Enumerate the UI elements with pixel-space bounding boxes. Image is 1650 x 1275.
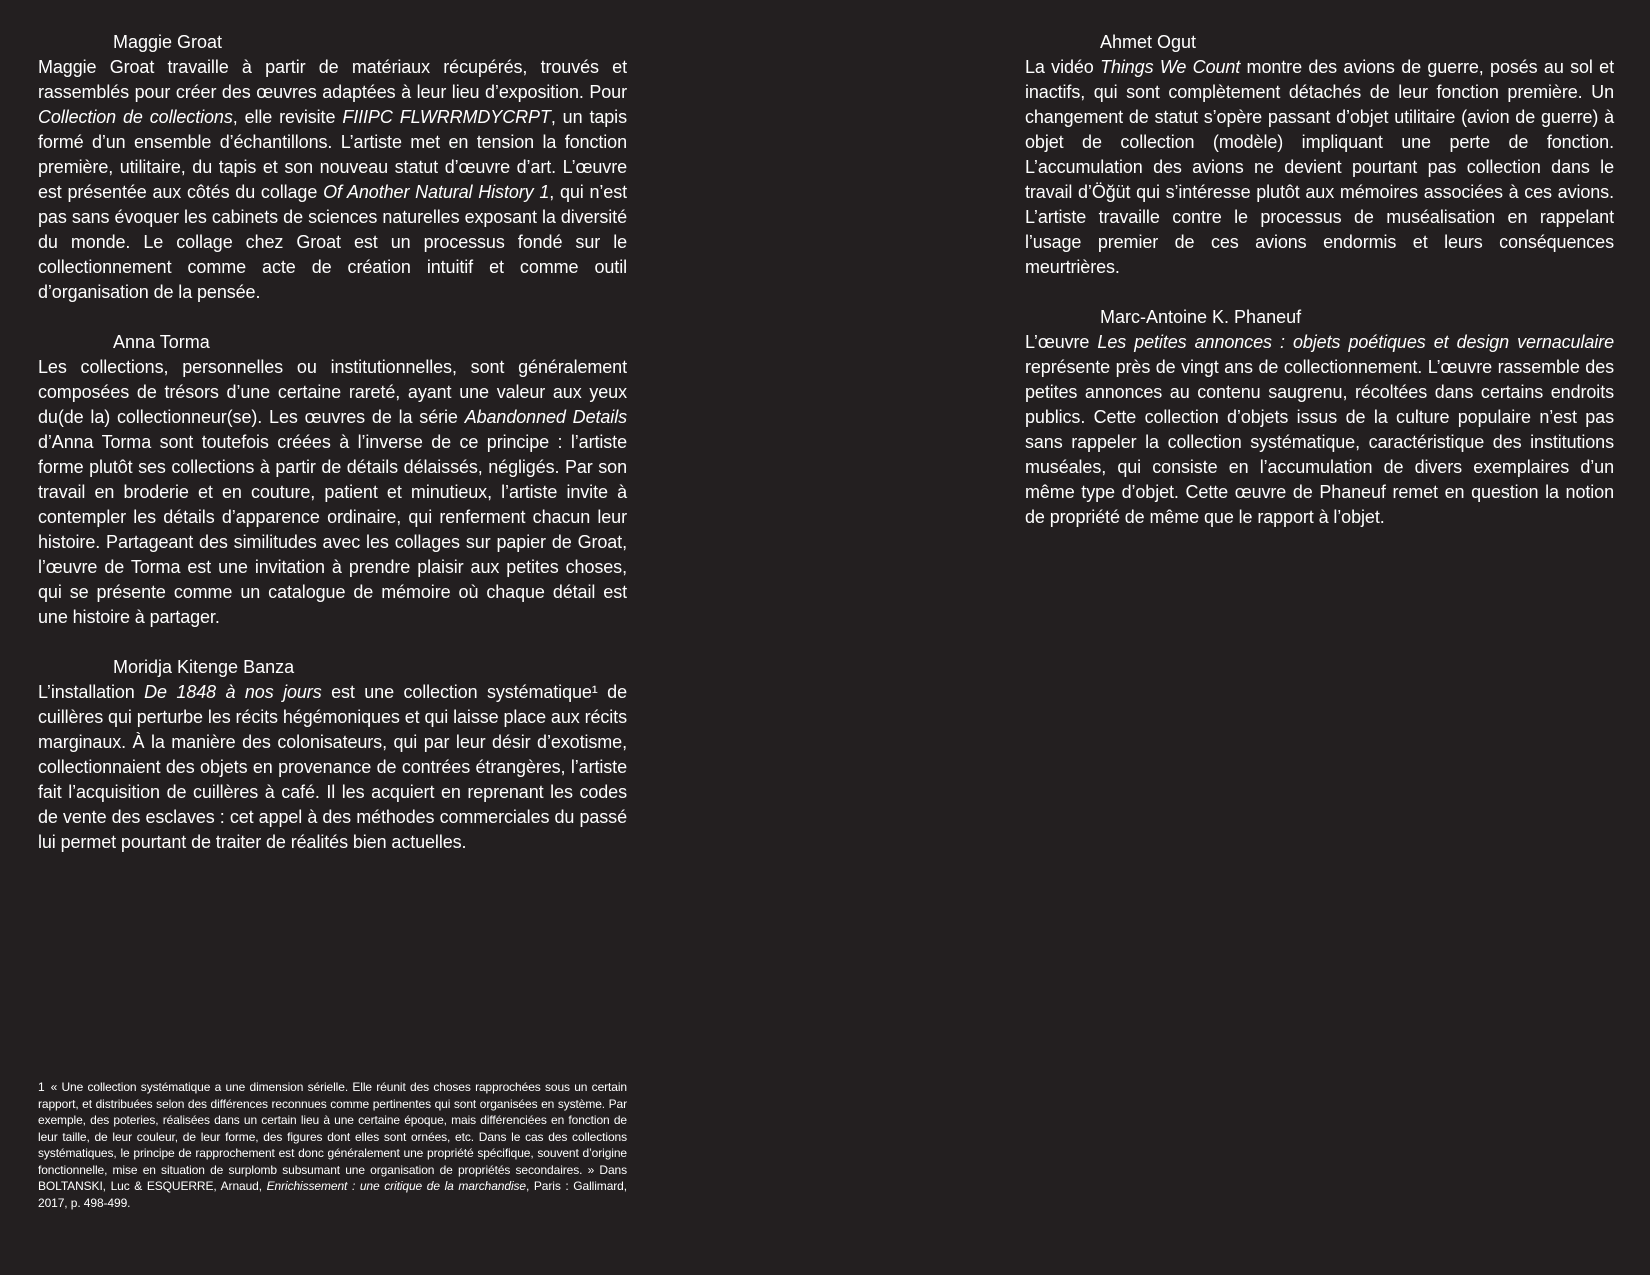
artwork-title: Les petites annonces : objets poétiques et design vernaculaire [1097, 332, 1614, 352]
entry-text [1025, 55, 1614, 280]
artwork-title: Collection de collections [38, 107, 233, 127]
entry-text [38, 680, 627, 855]
artwork-title: Abandonned Details [464, 407, 628, 427]
footnote [38, 1079, 627, 1211]
footnote-number: 1 [38, 1080, 45, 1094]
artwork-title: Of Another Natural History 1 [323, 182, 550, 202]
right-column [1025, 30, 1614, 555]
entry-text [1025, 330, 1614, 530]
artwork-title: Things We Count [1100, 57, 1241, 77]
text-segment: , qui n’est pas sans évoquer les cabinets de sciences naturelles exposant la diversité du monde. Le collage chez Groat est un processus fondé sur le collectionnement comme acte de création intuitif et comme outil d’organisation de la pensée. [38, 182, 627, 302]
entry-moridja-kitenge-banza [38, 655, 627, 855]
entry-text [38, 355, 627, 630]
text-segment: , un tapis formé d’un ensemble d’échantillons. L’artiste met en tension la fonction première, utilitaire, du tapis et son nouveau statut d’œuvre d’art. L’œuvre est présentée aux côtés du collage [38, 107, 627, 202]
text-segment: , elle revisite [232, 107, 343, 127]
footnote-text: , Paris : Gallimard, 2017, p. 498-499. [38, 1179, 627, 1210]
left-column [38, 30, 627, 880]
artist-name: Moridja Kitenge Banza [113, 657, 295, 677]
text-segment: d’Anna Torma sont toutefois créées à l’inverse de ce principe : l’artiste forme plutôt ses collections à partir de détails délaissés, négligés. Par son travail en broderie et en couture, patient et minutieux, l’artiste invite à contempler les détails d’apparence ordinaire, qui renferment chacun leur histoire. Partageant des similitudes avec les collages sur papier de Groat, l’œuvre de Torma est une invitation à prendre plaisir aux petites choses, qui se présente comme un catalogue de mémoire où chaque détail est une histoire à partager. [38, 432, 627, 627]
entry-marc-antoine-phaneuf [1025, 305, 1614, 530]
artist-name: Ahmet Ogut [1100, 32, 1197, 52]
entry-ahmet-ogut [1025, 30, 1614, 280]
entry-text [38, 55, 627, 305]
artwork-title: FIIIPC FLWRRMDYCRPT [342, 107, 551, 127]
entry-anna-torma [38, 330, 627, 630]
artist-name: Marc-Antoine K. Phaneuf [1100, 307, 1302, 327]
text-segment: Les collections, personnelles ou institutionnelles, sont généralement composées de trésors d’une certaine rareté, ayant une valeur aux yeux du(de la) collectionneur(se). Les œuvres de la série [38, 357, 627, 427]
text-segment: La vidéo [1025, 57, 1101, 77]
footnote-text: « Une collection systématique a une dimension sérielle. Elle réunit des choses rapprochées sous un certain rapport, et distribuées selon des différences reconnues comme pertinentes qui sont organisées en système. Par exemple, des poteries, réalisées dans un certain lieu à une certaine époque, mais différenciées en fonction de leur taille, de leur couleur, de leur forme, des figures dont elles sont ornées, etc. Dans le cas des collections systématiques, le principe de rapprochement est donc généralement une propriété spécifique, souvent d’origine fonctionnelle, mise en situation de surplomb subsumant une organisation de propriétés secondaires. » Dans BOLTANSKI, Luc & ESQUERRE, Arnaud, [38, 1080, 627, 1193]
entry-maggie-groat [38, 30, 627, 305]
text-segment: représente près de vingt ans de collectionnement. L’œuvre rassemble des petites annonces au contenu saugrenu, récoltées dans certains endroits publics. Cette collection d’objets issus de la culture populaire n’est pas sans rappeler la collection systématique, caractéristique des institutions muséales, qui consiste en l’accumulation de divers exemplaires d’un même type d’objet. Cette œuvre de Phaneuf remet en question la notion de propriété de même que le rapport à l’objet. [1025, 357, 1614, 527]
text-segment: montre des avions de guerre, posés au sol et inactifs, qui sont complètement détachés de leur fonction première. Un changement de statut s’opère passant d’objet utilitaire (avion de guerre) à objet de collection (modèle) impliquant une perte de fonction. L’accumulation des avions ne devient pourtant pas collection dans le travail d’Öğüt qui s’intéresse plutôt aux mémoires associées à ces avions. L’artiste travaille contre le processus de muséalisation en rappelant l’usage premier de ces avions endormis et leurs conséquences meurtrières. [1025, 57, 1614, 277]
text-segment: L’œuvre [1025, 332, 1098, 352]
artist-name: Maggie Groat [113, 32, 223, 52]
text-segment: Maggie Groat travaille à partir de matériaux récupérés, trouvés et rassemblés pour créer des œuvres adaptées à leur lieu d’exposition. Pour [38, 57, 627, 102]
text-segment: L’installation [38, 682, 145, 702]
artwork-title: De 1848 à nos jours [144, 682, 322, 702]
text-segment: est une collection systématique¹ de cuillères qui perturbe les récits hégémoniques et qui laisse place aux récits marginaux. À la manière des colonisateurs, qui par leur désir d’exotisme, collectionnaient des objets en provenance de contrées étrangères, l’artiste fait l’acquisition de cuillères à café. Il les acquiert en reprenant les codes de vente des esclaves : cet appel à des méthodes commerciales du passé lui permet pourtant de traiter de réalités bien actuelles. [38, 682, 627, 852]
artist-name: Anna Torma [113, 332, 210, 352]
footnote-book-title: Enrichissement : une critique de la marchandise [266, 1179, 526, 1193]
